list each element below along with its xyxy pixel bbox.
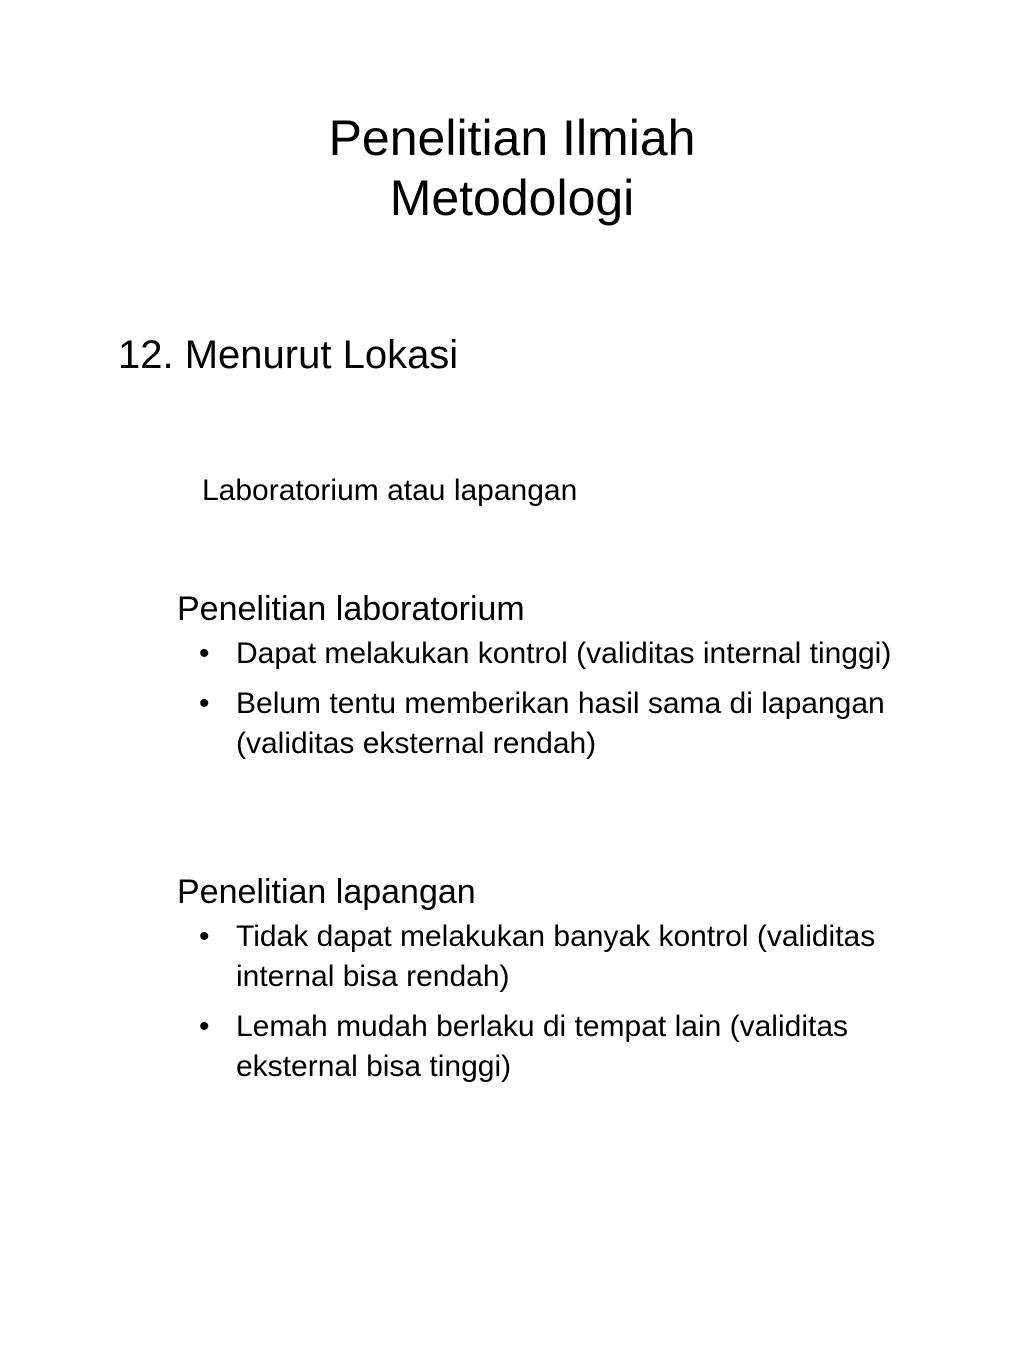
bullet-icon: •	[199, 1010, 210, 1043]
list-item	[177, 684, 957, 764]
bullet-text: Tidak dapat melakukan banyak kontrol (validitas internal bisa rendah)	[236, 920, 876, 993]
bullet-icon: •	[199, 687, 210, 720]
bullet-text: Belum tentu memberikan hasil sama di lapangan (validitas eksternal rendah)	[236, 687, 885, 760]
bullet-icon: •	[199, 637, 210, 670]
subtitle: Laboratorium atau lapangan	[202, 474, 578, 507]
section-title: Penelitian laboratorium	[177, 590, 525, 628]
bullet-text: Lemah mudah berlaku di tempat lain (validitas eksternal bisa tinggi)	[236, 1010, 848, 1083]
section-title: Penelitian lapangan	[177, 873, 476, 911]
section-laboratory	[177, 588, 957, 774]
list-item	[177, 634, 957, 674]
section-field	[177, 871, 957, 1097]
bullet-text: Dapat melakukan kontrol (validitas internal tinggi)	[236, 637, 892, 670]
bullet-icon: •	[199, 920, 210, 953]
slide-title	[0, 108, 1024, 228]
list-item	[177, 1007, 957, 1087]
bullet-list	[177, 917, 957, 1087]
list-item	[177, 917, 957, 997]
bullet-list	[177, 634, 957, 764]
section-heading: 12. Menurut Lokasi	[118, 333, 459, 377]
slide-title-line-1: Penelitian Ilmiah	[328, 110, 696, 166]
slide-title-line-2: Metodologi	[389, 170, 635, 226]
